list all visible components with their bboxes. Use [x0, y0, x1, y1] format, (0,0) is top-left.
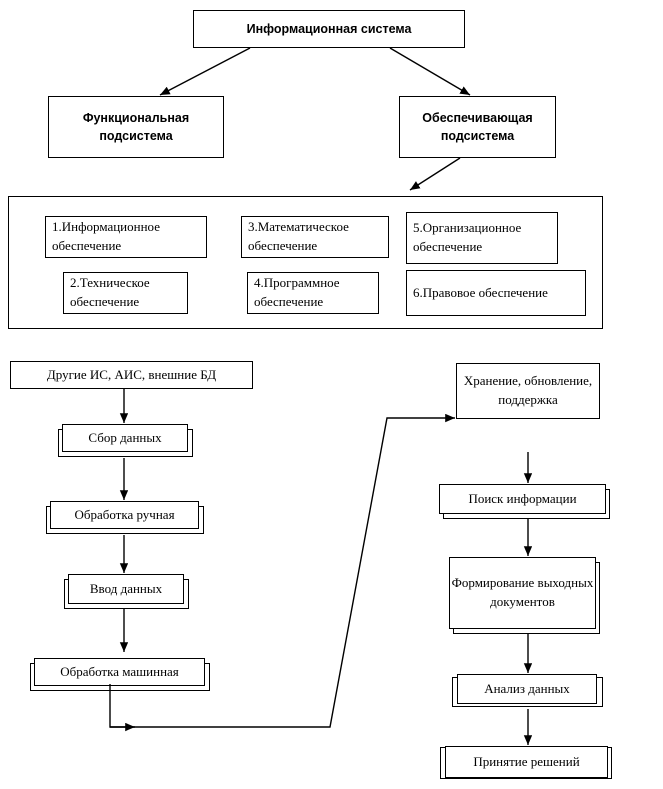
- node-output-documents: Формирование выходных документов: [449, 557, 596, 629]
- node-support-4-software: 4.Программное обеспечение: [247, 272, 379, 314]
- node-data-collection: Сбор данных: [62, 424, 188, 452]
- node-external-sources: Другие ИС, АИС, внешние БД: [10, 361, 253, 389]
- node-storage-update-support: Хранение, обновление, поддержка: [456, 363, 600, 419]
- node-functional-subsystem: Функциональная подсистема: [48, 96, 224, 158]
- node-providing-subsystem: Обеспечивающая подсистема: [399, 96, 556, 158]
- node-machine-processing: Обработка машинная: [34, 658, 205, 686]
- node-manual-processing: Обработка ручная: [50, 501, 199, 529]
- node-support-5-organizational: 5.Организационное обеспечение: [406, 212, 558, 264]
- node-decision-making: Принятие решений: [445, 746, 608, 778]
- node-data-analysis: Анализ данных: [457, 674, 597, 704]
- node-support-3-mathematical: 3.Математическое обеспечение: [241, 216, 389, 258]
- node-information-system: Информационная система: [193, 10, 465, 48]
- node-support-6-legal: 6.Правовое обеспечение: [406, 270, 586, 316]
- node-data-entry: Ввод данных: [68, 574, 184, 604]
- node-support-1-information: 1.Информационное обеспечение: [45, 216, 207, 258]
- node-support-2-technical: 2.Техническое обеспечение: [63, 272, 188, 314]
- node-information-search: Поиск информации: [439, 484, 606, 514]
